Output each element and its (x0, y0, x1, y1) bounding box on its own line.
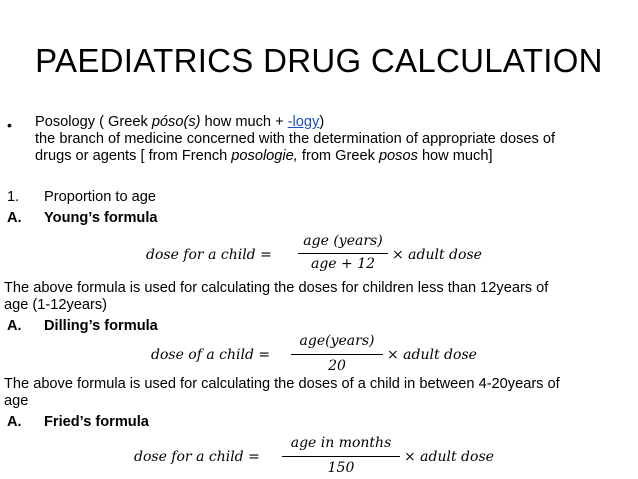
young-lhs: dose for a child = (146, 247, 272, 263)
logy-link[interactable]: -logy (287, 114, 320, 130)
fried-formula-heading: Fried’s formula (44, 414, 149, 430)
section-number: 1. (7, 189, 20, 205)
young-denominator: age + 12 (310, 256, 376, 272)
fried-rhs: × adult dose (404, 449, 494, 465)
bullet-marker: • (7, 117, 12, 133)
posology-line-2: the branch of medicine concerned with the determination of appropriate doses of (35, 131, 556, 147)
young-formula-heading: Young’s formula (44, 210, 158, 226)
posology-greek-term: póso(s) (151, 114, 201, 130)
formula-letter: A. (7, 318, 22, 334)
dilling-denominator: 20 (328, 358, 346, 374)
posology-french-term: posologie, (231, 148, 298, 164)
posology-text: ) (319, 114, 325, 130)
young-fraction-bar (298, 253, 388, 254)
young-note-line-2: age (1-12years) (4, 297, 108, 313)
dilling-rhs: × adult dose (387, 347, 477, 363)
dilling-note (4, 376, 560, 410)
posology-greek-term: posos (378, 148, 418, 164)
young-rhs: × adult dose (392, 247, 482, 263)
posology-text: from Greek (297, 148, 379, 164)
young-numerator: age (years) (303, 233, 383, 249)
fried-fraction-bar (282, 456, 400, 457)
dilling-formula-heading: Dilling’s formula (44, 318, 158, 334)
posology-text: how much] (417, 148, 493, 164)
fried-numerator: age in months (290, 435, 392, 451)
posology-text: Posology ( Greek (35, 114, 152, 130)
formula-letter: A. (7, 210, 22, 226)
posology-definition (35, 114, 555, 165)
posology-text: how much + (200, 114, 288, 130)
dilling-numerator: age(years) (299, 333, 375, 349)
young-note-line-1: The above formula is used for calculating the doses for children less than 12years of (4, 280, 549, 296)
young-note (4, 280, 548, 314)
posology-text: drugs or agents [ from French (35, 148, 232, 164)
dilling-fraction-bar (291, 354, 383, 355)
dilling-note-line-1: The above formula is used for calculating the doses of a child in between 4-20years of (4, 376, 560, 392)
dilling-lhs: dose of a child = (151, 347, 271, 363)
slide-title: PAEDIATRICS DRUG CALCULATION (35, 42, 603, 79)
posology-line-3 (35, 148, 555, 165)
formula-letter: A. (7, 414, 22, 430)
fried-denominator: 150 (327, 460, 355, 476)
dilling-note-line-2: age (4, 393, 29, 409)
posology-line-1 (35, 114, 555, 131)
section-heading: Proportion to age (44, 189, 156, 205)
fried-lhs: dose for a child = (134, 449, 260, 465)
